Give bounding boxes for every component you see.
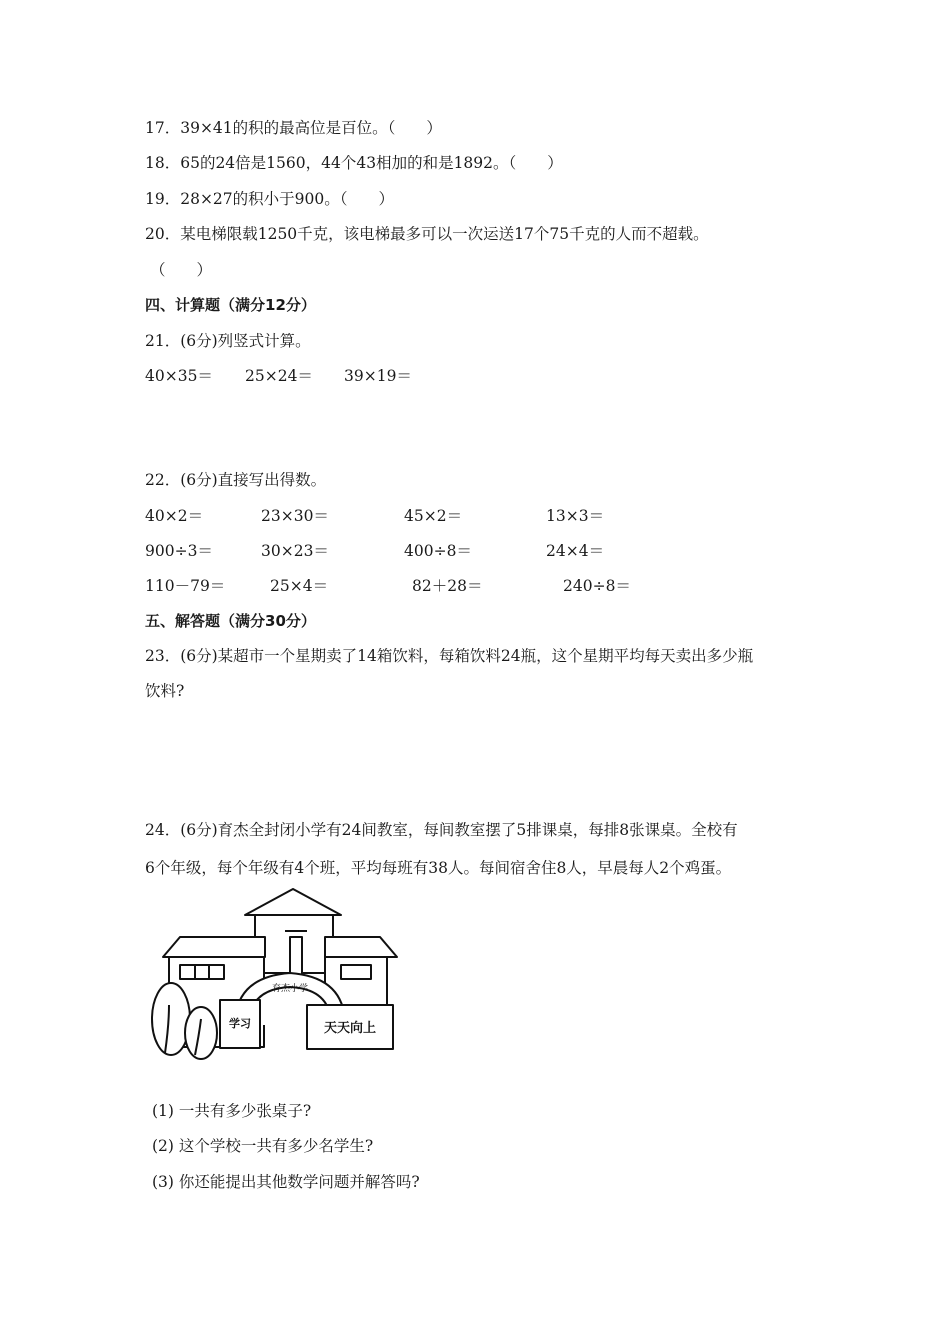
question-20-bracket: （ ） [150, 261, 213, 279]
question-23-line2: 饮料? [145, 682, 185, 700]
q21-item: 39×19＝ [344, 367, 412, 385]
q22-cell: 240÷8＝ [563, 577, 631, 595]
q24-sub-2: (2) 这个学校一共有多少名学生? [152, 1137, 374, 1155]
question-24-line1: 24．(6分)育杰全封闭小学有24间教室，每间教室摆了5排课桌，每排8张课桌。全校有 [145, 821, 738, 839]
question-21-stem: 21．(6分)列竖式计算。 [145, 332, 311, 350]
q22-cell: 45×2＝ [404, 507, 463, 525]
school-illustration [145, 885, 405, 1060]
section-5-heading: 五、解答题（满分30分） [145, 612, 316, 630]
right-sign-text: 天天向上 [323, 1021, 377, 1036]
q22-cell: 25×4＝ [270, 577, 329, 595]
q22-cell: 30×23＝ [261, 542, 329, 560]
q22-cell: 82＋28＝ [412, 577, 483, 595]
q22-cell: 24×4＝ [546, 542, 605, 560]
question-19: 19．28×27的积小于900。（ ） [145, 190, 394, 208]
q22-cell: 13×3＝ [546, 507, 605, 525]
section-4-heading: 四、计算题（满分12分） [145, 296, 316, 314]
question-18: 18．65的24倍是1560，44个43相加的和是1892。（ ） [145, 154, 563, 172]
q22-cell: 400÷8＝ [404, 542, 472, 560]
question-20: 20．某电梯限载1250千克，该电梯最多可以一次运送17个75千克的人而不超载。 [145, 225, 709, 243]
question-23-line1: 23．(6分)某超市一个星期卖了14箱饮料，每箱饮料24瓶，这个星期平均每天卖出多少瓶 [145, 647, 754, 665]
q22-cell: 40×2＝ [145, 507, 204, 525]
q21-item: 25×24＝ [245, 367, 313, 385]
q22-cell: 23×30＝ [261, 507, 329, 525]
q22-cell: 110－79＝ [145, 577, 226, 595]
q21-item: 40×35＝ [145, 367, 213, 385]
gate-text: 育杰小学 [271, 984, 309, 994]
question-22-stem: 22．(6分)直接写出得数。 [145, 471, 327, 489]
q24-sub-3: (3) 你还能提出其他数学问题并解答吗? [152, 1173, 420, 1191]
q24-sub-1: (1) 一共有多少张桌子? [152, 1102, 312, 1120]
q22-cell: 900÷3＝ [145, 542, 213, 560]
left-sign-text: 学习 [229, 1017, 251, 1030]
question-17: 17．39×41的积的最高位是百位。（ ） [145, 119, 442, 137]
question-24-line2: 6个年级，每个年级有4个班，平均每班有38人。每间宿舍住8人，早晨每人2个鸡蛋。 [145, 859, 732, 877]
